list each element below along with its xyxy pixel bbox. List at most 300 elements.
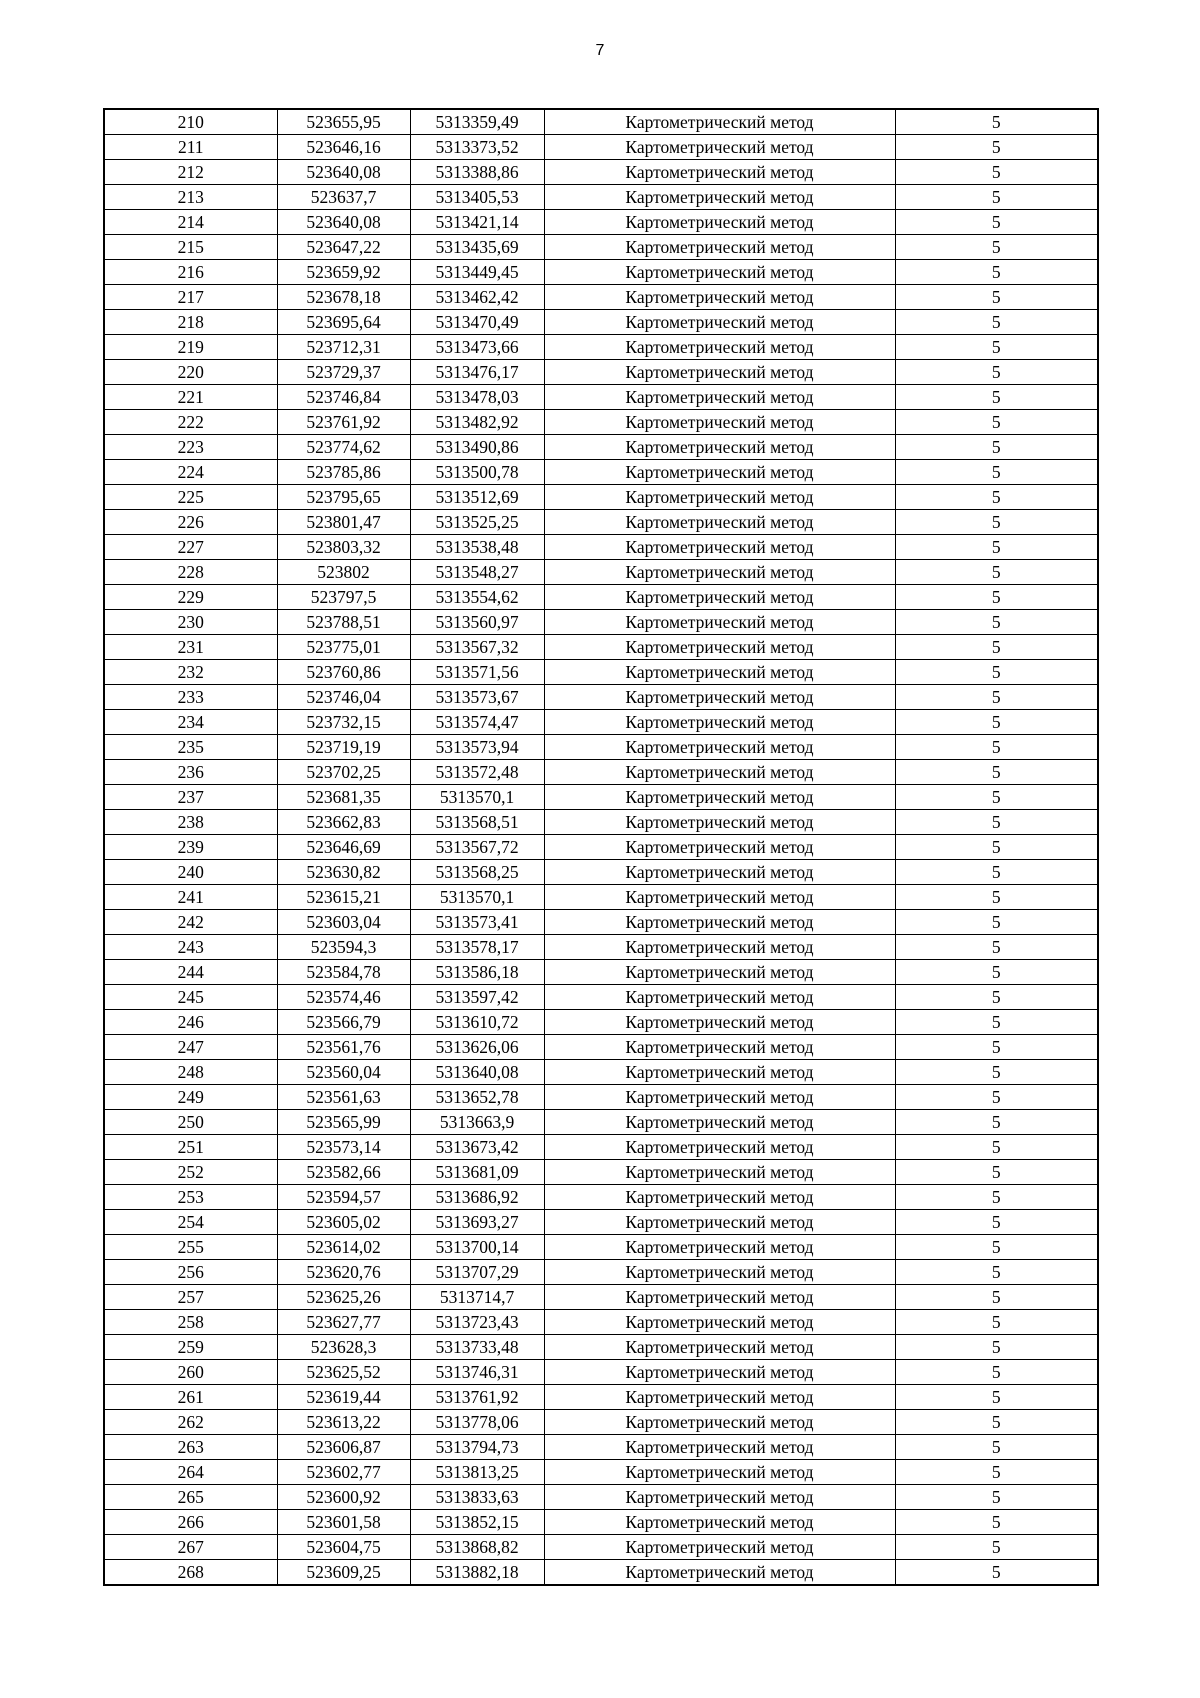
- point-number-cell: 236: [104, 760, 277, 785]
- accuracy-cell: 5: [895, 1410, 1098, 1435]
- table-row: [104, 635, 1098, 660]
- y-coordinate-cell: 5313473,66: [410, 335, 544, 360]
- method-cell: Картометрический метод: [544, 285, 895, 310]
- point-number-cell: 225: [104, 485, 277, 510]
- point-number-cell: 222: [104, 410, 277, 435]
- accuracy-cell: 5: [895, 910, 1098, 935]
- y-coordinate-cell: 5313567,72: [410, 835, 544, 860]
- x-coordinate-cell: 523615,21: [277, 885, 410, 910]
- x-coordinate-cell: 523746,84: [277, 385, 410, 410]
- method-cell: Картометрический метод: [544, 935, 895, 960]
- table-row: [104, 1035, 1098, 1060]
- y-coordinate-cell: 5313882,18: [410, 1560, 544, 1586]
- table-row: [104, 335, 1098, 360]
- accuracy-cell: 5: [895, 735, 1098, 760]
- point-number-cell: 218: [104, 310, 277, 335]
- point-number-cell: 247: [104, 1035, 277, 1060]
- accuracy-cell: 5: [895, 860, 1098, 885]
- accuracy-cell: 5: [895, 385, 1098, 410]
- table-row: [104, 235, 1098, 260]
- accuracy-cell: 5: [895, 410, 1098, 435]
- y-coordinate-cell: 5313572,48: [410, 760, 544, 785]
- point-number-cell: 220: [104, 360, 277, 385]
- point-number-cell: 246: [104, 1010, 277, 1035]
- point-number-cell: 223: [104, 435, 277, 460]
- accuracy-cell: 5: [895, 1485, 1098, 1510]
- point-number-cell: 221: [104, 385, 277, 410]
- accuracy-cell: 5: [895, 1260, 1098, 1285]
- table-row: [104, 1135, 1098, 1160]
- table-row: [104, 610, 1098, 635]
- x-coordinate-cell: 523801,47: [277, 510, 410, 535]
- accuracy-cell: 5: [895, 1435, 1098, 1460]
- table-row: [104, 1435, 1098, 1460]
- point-number-cell: 255: [104, 1235, 277, 1260]
- point-number-cell: 260: [104, 1360, 277, 1385]
- point-number-cell: 252: [104, 1160, 277, 1185]
- x-coordinate-cell: 523619,44: [277, 1385, 410, 1410]
- accuracy-cell: 5: [895, 1160, 1098, 1185]
- accuracy-cell: 5: [895, 235, 1098, 260]
- method-cell: Картометрический метод: [544, 1235, 895, 1260]
- table-row: [104, 310, 1098, 335]
- point-number-cell: 268: [104, 1560, 277, 1586]
- table-row: [104, 1385, 1098, 1410]
- x-coordinate-cell: 523775,01: [277, 635, 410, 660]
- method-cell: Картометрический метод: [544, 1135, 895, 1160]
- point-number-cell: 261: [104, 1385, 277, 1410]
- point-number-cell: 216: [104, 260, 277, 285]
- table-row: [104, 160, 1098, 185]
- y-coordinate-cell: 5313733,48: [410, 1335, 544, 1360]
- accuracy-cell: 5: [895, 310, 1098, 335]
- x-coordinate-cell: 523802: [277, 560, 410, 585]
- method-cell: Картометрический метод: [544, 1185, 895, 1210]
- x-coordinate-cell: 523574,46: [277, 985, 410, 1010]
- method-cell: Картометрический метод: [544, 435, 895, 460]
- x-coordinate-cell: 523627,77: [277, 1310, 410, 1335]
- x-coordinate-cell: 523625,52: [277, 1360, 410, 1385]
- accuracy-cell: 5: [895, 1460, 1098, 1485]
- method-cell: Картометрический метод: [544, 735, 895, 760]
- accuracy-cell: 5: [895, 510, 1098, 535]
- method-cell: Картометрический метод: [544, 1260, 895, 1285]
- x-coordinate-cell: 523788,51: [277, 610, 410, 635]
- accuracy-cell: 5: [895, 1335, 1098, 1360]
- accuracy-cell: 5: [895, 1110, 1098, 1135]
- accuracy-cell: 5: [895, 1285, 1098, 1310]
- accuracy-cell: 5: [895, 785, 1098, 810]
- x-coordinate-cell: 523602,77: [277, 1460, 410, 1485]
- table-row: [104, 860, 1098, 885]
- y-coordinate-cell: 5313574,47: [410, 710, 544, 735]
- x-coordinate-cell: 523695,64: [277, 310, 410, 335]
- y-coordinate-cell: 5313852,15: [410, 1510, 544, 1535]
- point-number-cell: 245: [104, 985, 277, 1010]
- x-coordinate-cell: 523732,15: [277, 710, 410, 735]
- accuracy-cell: 5: [895, 435, 1098, 460]
- x-coordinate-cell: 523746,04: [277, 685, 410, 710]
- x-coordinate-cell: 523614,02: [277, 1235, 410, 1260]
- point-number-cell: 243: [104, 935, 277, 960]
- point-number-cell: 224: [104, 460, 277, 485]
- y-coordinate-cell: 5313813,25: [410, 1460, 544, 1485]
- table-row: [104, 1210, 1098, 1235]
- y-coordinate-cell: 5313794,73: [410, 1435, 544, 1460]
- accuracy-cell: 5: [895, 810, 1098, 835]
- table-row: [104, 360, 1098, 385]
- table-row: [104, 1560, 1098, 1586]
- method-cell: Картометрический метод: [544, 1160, 895, 1185]
- method-cell: Картометрический метод: [544, 1335, 895, 1360]
- x-coordinate-cell: 523640,08: [277, 210, 410, 235]
- y-coordinate-cell: 5313573,41: [410, 910, 544, 935]
- accuracy-cell: 5: [895, 760, 1098, 785]
- point-number-cell: 226: [104, 510, 277, 535]
- y-coordinate-cell: 5313548,27: [410, 560, 544, 585]
- y-coordinate-cell: 5313833,63: [410, 1485, 544, 1510]
- point-number-cell: 229: [104, 585, 277, 610]
- y-coordinate-cell: 5313525,25: [410, 510, 544, 535]
- method-cell: Картометрический метод: [544, 985, 895, 1010]
- table-row: [104, 910, 1098, 935]
- x-coordinate-cell: 523719,19: [277, 735, 410, 760]
- table-row: [104, 935, 1098, 960]
- y-coordinate-cell: 5313560,97: [410, 610, 544, 635]
- x-coordinate-cell: 523620,76: [277, 1260, 410, 1285]
- method-cell: Картометрический метод: [544, 1460, 895, 1485]
- x-coordinate-cell: 523604,75: [277, 1535, 410, 1560]
- method-cell: Картометрический метод: [544, 1285, 895, 1310]
- point-number-cell: 215: [104, 235, 277, 260]
- x-coordinate-cell: 523659,92: [277, 260, 410, 285]
- method-cell: Картометрический метод: [544, 460, 895, 485]
- point-number-cell: 267: [104, 1535, 277, 1560]
- table-row: [104, 710, 1098, 735]
- y-coordinate-cell: 5313778,06: [410, 1410, 544, 1435]
- table-row: [104, 1360, 1098, 1385]
- accuracy-cell: 5: [895, 360, 1098, 385]
- method-cell: Картометрический метод: [544, 335, 895, 360]
- y-coordinate-cell: 5313578,17: [410, 935, 544, 960]
- method-cell: Картометрический метод: [544, 510, 895, 535]
- x-coordinate-cell: 523594,3: [277, 935, 410, 960]
- point-number-cell: 264: [104, 1460, 277, 1485]
- y-coordinate-cell: 5313586,18: [410, 960, 544, 985]
- method-cell: Картометрический метод: [544, 1560, 895, 1586]
- table-row: [104, 585, 1098, 610]
- method-cell: Картометрический метод: [544, 1510, 895, 1535]
- point-number-cell: 235: [104, 735, 277, 760]
- y-coordinate-cell: 5313640,08: [410, 1060, 544, 1085]
- y-coordinate-cell: 5313663,9: [410, 1110, 544, 1135]
- table-row: [104, 185, 1098, 210]
- y-coordinate-cell: 5313538,48: [410, 535, 544, 560]
- y-coordinate-cell: 5313571,56: [410, 660, 544, 685]
- point-number-cell: 227: [104, 535, 277, 560]
- table-row: [104, 435, 1098, 460]
- point-number-cell: 240: [104, 860, 277, 885]
- accuracy-cell: 5: [895, 1385, 1098, 1410]
- accuracy-cell: 5: [895, 610, 1098, 635]
- point-number-cell: 254: [104, 1210, 277, 1235]
- point-number-cell: 228: [104, 560, 277, 585]
- accuracy-cell: 5: [895, 1560, 1098, 1586]
- point-number-cell: 210: [104, 109, 277, 135]
- method-cell: Картометрический метод: [544, 360, 895, 385]
- point-number-cell: 231: [104, 635, 277, 660]
- method-cell: Картометрический метод: [544, 635, 895, 660]
- method-cell: Картометрический метод: [544, 610, 895, 635]
- y-coordinate-cell: 5313470,49: [410, 310, 544, 335]
- method-cell: Картометрический метод: [544, 1110, 895, 1135]
- y-coordinate-cell: 5313478,03: [410, 385, 544, 410]
- accuracy-cell: 5: [895, 109, 1098, 135]
- x-coordinate-cell: 523797,5: [277, 585, 410, 610]
- x-coordinate-cell: 523603,04: [277, 910, 410, 935]
- x-coordinate-cell: 523628,3: [277, 1335, 410, 1360]
- accuracy-cell: 5: [895, 1535, 1098, 1560]
- method-cell: Картометрический метод: [544, 960, 895, 985]
- table-row: [104, 1485, 1098, 1510]
- y-coordinate-cell: 5313490,86: [410, 435, 544, 460]
- method-cell: Картометрический метод: [544, 860, 895, 885]
- y-coordinate-cell: 5313570,1: [410, 885, 544, 910]
- accuracy-cell: 5: [895, 1135, 1098, 1160]
- point-number-cell: 257: [104, 1285, 277, 1310]
- accuracy-cell: 5: [895, 1060, 1098, 1085]
- y-coordinate-cell: 5313373,52: [410, 135, 544, 160]
- y-coordinate-cell: 5313707,29: [410, 1260, 544, 1285]
- y-coordinate-cell: 5313700,14: [410, 1235, 544, 1260]
- method-cell: Картометрический метод: [544, 135, 895, 160]
- x-coordinate-cell: 523702,25: [277, 760, 410, 785]
- method-cell: Картометрический метод: [544, 560, 895, 585]
- y-coordinate-cell: 5313512,69: [410, 485, 544, 510]
- method-cell: Картометрический метод: [544, 1410, 895, 1435]
- y-coordinate-cell: 5313449,45: [410, 260, 544, 285]
- method-cell: Картометрический метод: [544, 185, 895, 210]
- x-coordinate-cell: 523566,79: [277, 1010, 410, 1035]
- table-row: [104, 1060, 1098, 1085]
- method-cell: Картометрический метод: [544, 310, 895, 335]
- point-number-cell: 265: [104, 1485, 277, 1510]
- method-cell: Картометрический метод: [544, 160, 895, 185]
- x-coordinate-cell: 523606,87: [277, 1435, 410, 1460]
- x-coordinate-cell: 523630,82: [277, 860, 410, 885]
- accuracy-cell: 5: [895, 635, 1098, 660]
- table-row: [104, 1085, 1098, 1110]
- x-coordinate-cell: 523573,14: [277, 1135, 410, 1160]
- method-cell: Картометрический метод: [544, 885, 895, 910]
- method-cell: Картометрический метод: [544, 1210, 895, 1235]
- method-cell: Картометрический метод: [544, 410, 895, 435]
- x-coordinate-cell: 523582,66: [277, 1160, 410, 1185]
- table-row: [104, 260, 1098, 285]
- point-number-cell: 258: [104, 1310, 277, 1335]
- method-cell: Картометрический метод: [544, 910, 895, 935]
- method-cell: Картометрический метод: [544, 1310, 895, 1335]
- y-coordinate-cell: 5313500,78: [410, 460, 544, 485]
- accuracy-cell: 5: [895, 460, 1098, 485]
- method-cell: Картометрический метод: [544, 685, 895, 710]
- table-row: [104, 735, 1098, 760]
- point-number-cell: 263: [104, 1435, 277, 1460]
- table-row: [104, 485, 1098, 510]
- y-coordinate-cell: 5313610,72: [410, 1010, 544, 1035]
- table-row: [104, 1285, 1098, 1310]
- table-row: [104, 1160, 1098, 1185]
- accuracy-cell: 5: [895, 935, 1098, 960]
- y-coordinate-cell: 5313567,32: [410, 635, 544, 660]
- y-coordinate-cell: 5313652,78: [410, 1085, 544, 1110]
- x-coordinate-cell: 523625,26: [277, 1285, 410, 1310]
- method-cell: Картометрический метод: [544, 485, 895, 510]
- table-row: [104, 810, 1098, 835]
- method-cell: Картометрический метод: [544, 235, 895, 260]
- accuracy-cell: 5: [895, 1085, 1098, 1110]
- x-coordinate-cell: 523774,62: [277, 435, 410, 460]
- method-cell: Картометрический метод: [544, 1035, 895, 1060]
- point-number-cell: 234: [104, 710, 277, 735]
- y-coordinate-cell: 5313554,62: [410, 585, 544, 610]
- x-coordinate-cell: 523647,22: [277, 235, 410, 260]
- table-row: [104, 460, 1098, 485]
- method-cell: Картометрический метод: [544, 385, 895, 410]
- y-coordinate-cell: 5313421,14: [410, 210, 544, 235]
- point-number-cell: 232: [104, 660, 277, 685]
- y-coordinate-cell: 5313568,51: [410, 810, 544, 835]
- x-coordinate-cell: 523760,86: [277, 660, 410, 685]
- table-row: [104, 210, 1098, 235]
- table-row: [104, 285, 1098, 310]
- table-row: [104, 510, 1098, 535]
- x-coordinate-cell: 523712,31: [277, 335, 410, 360]
- x-coordinate-cell: 523646,69: [277, 835, 410, 860]
- accuracy-cell: 5: [895, 260, 1098, 285]
- table-row: [104, 385, 1098, 410]
- point-number-cell: 241: [104, 885, 277, 910]
- table-row: [104, 1235, 1098, 1260]
- point-number-cell: 211: [104, 135, 277, 160]
- x-coordinate-cell: 523640,08: [277, 160, 410, 185]
- y-coordinate-cell: 5313476,17: [410, 360, 544, 385]
- table-row: [104, 410, 1098, 435]
- y-coordinate-cell: 5313626,06: [410, 1035, 544, 1060]
- accuracy-cell: 5: [895, 535, 1098, 560]
- method-cell: Картометрический метод: [544, 710, 895, 735]
- accuracy-cell: 5: [895, 835, 1098, 860]
- method-cell: Картометрический метод: [544, 109, 895, 135]
- y-coordinate-cell: 5313714,7: [410, 1285, 544, 1310]
- x-coordinate-cell: 523561,76: [277, 1035, 410, 1060]
- table-row: [104, 535, 1098, 560]
- y-coordinate-cell: 5313686,92: [410, 1185, 544, 1210]
- x-coordinate-cell: 523795,65: [277, 485, 410, 510]
- table-row: [104, 1260, 1098, 1285]
- x-coordinate-cell: 523605,02: [277, 1210, 410, 1235]
- accuracy-cell: 5: [895, 1310, 1098, 1335]
- method-cell: Картометрический метод: [544, 760, 895, 785]
- point-number-cell: 250: [104, 1110, 277, 1135]
- accuracy-cell: 5: [895, 1035, 1098, 1060]
- x-coordinate-cell: 523609,25: [277, 1560, 410, 1586]
- y-coordinate-cell: 5313573,67: [410, 685, 544, 710]
- table-row: [104, 785, 1098, 810]
- table-row: [104, 1010, 1098, 1035]
- point-number-cell: 242: [104, 910, 277, 935]
- accuracy-cell: 5: [895, 1235, 1098, 1260]
- accuracy-cell: 5: [895, 1360, 1098, 1385]
- y-coordinate-cell: 5313388,86: [410, 160, 544, 185]
- table-row: [104, 109, 1098, 135]
- accuracy-cell: 5: [895, 1010, 1098, 1035]
- table-row: [104, 1410, 1098, 1435]
- y-coordinate-cell: 5313573,94: [410, 735, 544, 760]
- x-coordinate-cell: 523803,32: [277, 535, 410, 560]
- x-coordinate-cell: 523561,63: [277, 1085, 410, 1110]
- point-number-cell: 259: [104, 1335, 277, 1360]
- point-number-cell: 213: [104, 185, 277, 210]
- point-number-cell: 217: [104, 285, 277, 310]
- point-number-cell: 219: [104, 335, 277, 360]
- table-row: [104, 685, 1098, 710]
- point-number-cell: 233: [104, 685, 277, 710]
- x-coordinate-cell: 523637,7: [277, 185, 410, 210]
- method-cell: Картометрический метод: [544, 1010, 895, 1035]
- point-number-cell: 249: [104, 1085, 277, 1110]
- page-number: 7: [595, 42, 605, 59]
- x-coordinate-cell: 523678,18: [277, 285, 410, 310]
- accuracy-cell: 5: [895, 335, 1098, 360]
- table-row: [104, 1335, 1098, 1360]
- method-cell: Картометрический метод: [544, 1085, 895, 1110]
- method-cell: Картометрический метод: [544, 660, 895, 685]
- method-cell: Картометрический метод: [544, 785, 895, 810]
- x-coordinate-cell: 523729,37: [277, 360, 410, 385]
- x-coordinate-cell: 523761,92: [277, 410, 410, 435]
- point-number-cell: 253: [104, 1185, 277, 1210]
- coordinates-table: [103, 108, 1099, 1586]
- accuracy-cell: 5: [895, 1510, 1098, 1535]
- table-row: [104, 960, 1098, 985]
- accuracy-cell: 5: [895, 585, 1098, 610]
- accuracy-cell: 5: [895, 135, 1098, 160]
- accuracy-cell: 5: [895, 485, 1098, 510]
- coordinates-table-body: [104, 109, 1098, 1585]
- method-cell: Картометрический метод: [544, 210, 895, 235]
- point-number-cell: 214: [104, 210, 277, 235]
- table-row: [104, 985, 1098, 1010]
- x-coordinate-cell: 523560,04: [277, 1060, 410, 1085]
- accuracy-cell: 5: [895, 685, 1098, 710]
- y-coordinate-cell: 5313568,25: [410, 860, 544, 885]
- method-cell: Картометрический метод: [544, 535, 895, 560]
- accuracy-cell: 5: [895, 285, 1098, 310]
- accuracy-cell: 5: [895, 960, 1098, 985]
- point-number-cell: 230: [104, 610, 277, 635]
- method-cell: Картометрический метод: [544, 835, 895, 860]
- y-coordinate-cell: 5313746,31: [410, 1360, 544, 1385]
- accuracy-cell: 5: [895, 185, 1098, 210]
- table-row: [104, 1510, 1098, 1535]
- point-number-cell: 248: [104, 1060, 277, 1085]
- y-coordinate-cell: 5313693,27: [410, 1210, 544, 1235]
- y-coordinate-cell: 5313570,1: [410, 785, 544, 810]
- method-cell: Картометрический метод: [544, 1435, 895, 1460]
- method-cell: Картометрический метод: [544, 1360, 895, 1385]
- table-row: [104, 1310, 1098, 1335]
